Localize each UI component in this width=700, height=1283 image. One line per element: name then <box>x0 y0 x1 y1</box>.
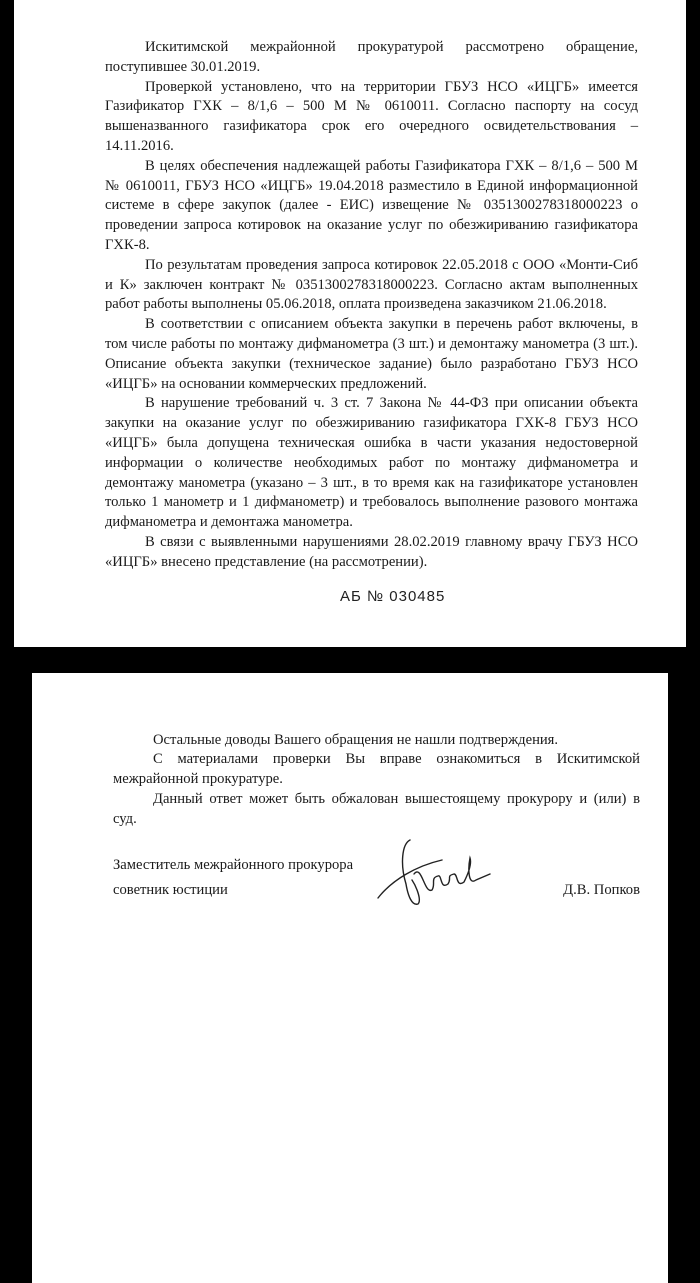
paragraph: В нарушение требований ч. 3 ст. 7 Закона № 44-ФЗ при описании объекта закупки на оказание услуг по обезжириванию газификатора ГХК-8 ГБУЗ НСО «ИЦГБ» была допущена техническая ошибка в части указания недостоверной информации о количестве необходимых работ по монтажу дифманометра и демонтажу манометра (указано – 3 шт., в то время как на газификаторе установлен только 1 манометр и 1 дифманометр) и требовалось выполнение разового монтажа дифманометра и демонтажа манометра. <box>105 395 638 531</box>
paragraph: С материалами проверки Вы вправе ознакомиться в Искитимской межрайонной прокуратуре. <box>113 751 640 788</box>
signer-name: Д.В. Попков <box>563 882 640 899</box>
signature-block <box>113 856 640 902</box>
signer-title-row <box>113 856 640 876</box>
signer-rank-row <box>113 881 640 901</box>
paragraph: В связи с выявленными нарушениями 28.02.2019 главному врачу ГБУЗ НСО «ИЦГБ» внесено представление (на рассмотрении). <box>105 533 638 570</box>
paragraph: Проверкой установлено, что на территории ГБУЗ НСО «ИЦГБ» имеется Газификатор ГХК – 8/1,6 – 500 М № 0610011. Согласно паспорту на сосуд вышеназванного газификатора срок его очередного освидетельствования – 14.11.2016. <box>105 78 638 154</box>
document-page-1 <box>14 0 686 647</box>
paragraph: По результатам проведения запроса котировок 22.05.2018 с ООО «Монти-Сиб и К» заключен контракт № 0351300278318000223. Согласно актам выполненных работ работы выполнены 05.06.2018, оплата произведена заказчиком 21.06.2018. <box>105 256 638 313</box>
page-2-body <box>113 731 640 830</box>
page-1-body <box>105 38 638 573</box>
document-page-2 <box>32 673 668 1283</box>
paragraph: Искитимской межрайонной прокуратурой рассмотрено обращение, поступившее 30.01.2019. <box>105 39 638 75</box>
paragraph: В целях обеспечения надлежащей работы Газификатора ГХК – 8/1,6 – 500 М № 0610011, ГБУЗ НСО «ИЦГБ» 19.04.2018 разместило в Единой информационной системе в сфере закупок (далее - ЕИС) извещение № 0351300278318000223 о проведении запроса котировок на оказание услуг по обезжириванию газификатора ГХК-8. <box>105 157 638 253</box>
paragraph: В соответствии с описанием объекта закупки в перечень работ включены, в том числе работы по монтажу дифманометра (3 шт.) и демонтажу манометра (3 шт.). Описание объекта закупки (техническое задание) было разработано ГБУЗ НСО «ИЦГБ» на основании коммерческих предложений. <box>105 316 638 392</box>
paragraph: Остальные доводы Вашего обращения не нашли подтверждения. <box>153 731 559 748</box>
signer-rank: советник юстиции <box>113 882 228 899</box>
paragraph: Данный ответ может быть обжалован вышестоящему прокурору и (или) в суд. <box>113 790 640 827</box>
signer-title: Заместитель межрайонного прокурора <box>113 856 354 873</box>
form-serial-number: АБ № 030485 <box>340 587 446 605</box>
